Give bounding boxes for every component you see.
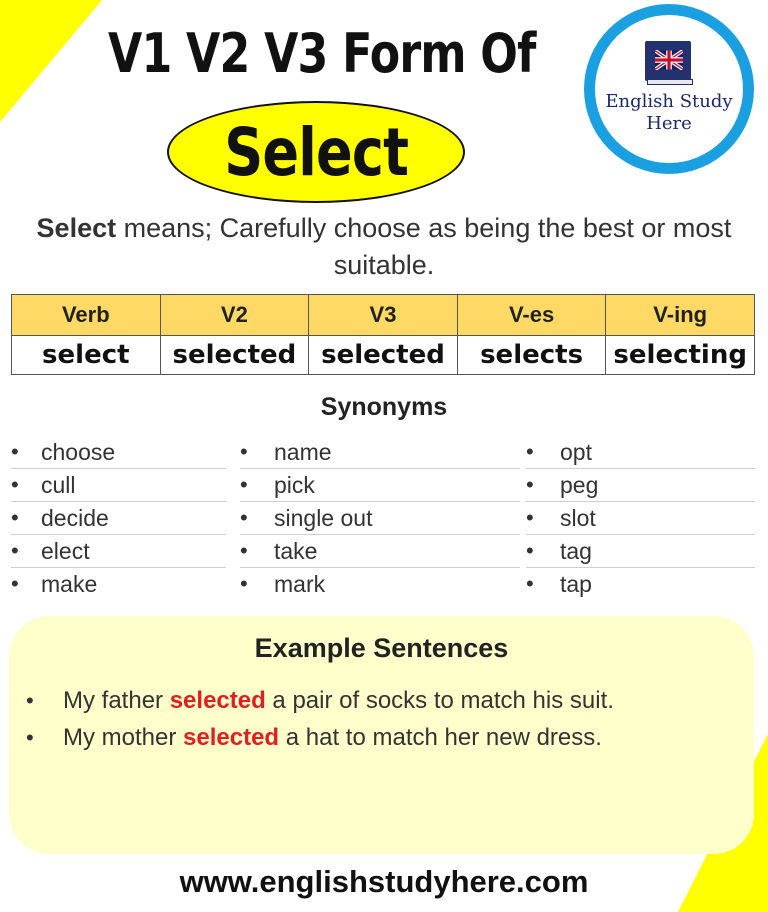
synonyms-title: Synonyms [320,393,448,421]
table-cell: selected [160,336,309,375]
list-item [11,469,226,502]
example-text [63,682,614,719]
list-item [526,436,755,469]
highlighted-word: selected [183,724,280,751]
synonym: make [41,571,98,597]
featured-word: Select [224,113,408,191]
site-logo [584,4,754,174]
table-header-cell: V3 [309,295,458,336]
table-cell: selected [309,336,458,375]
bullet-icon: • [26,688,34,713]
table-header-cell: Verb [12,295,161,336]
bullet-icon: • [11,472,19,497]
example-sentence [26,719,754,756]
synonym: single out [274,505,373,531]
logo-text [605,91,732,135]
list-item [240,502,520,535]
list-item [11,535,226,568]
synonym: pick [274,472,315,498]
table-header-cell: V2 [160,295,309,336]
bullet-icon: • [11,439,19,464]
table-row [12,336,755,375]
logo-text-line2: Here [646,113,692,134]
table-header-row [12,295,755,336]
list-item [11,568,226,600]
bullet-icon: • [11,505,19,530]
bullet-icon: • [11,538,19,563]
book-icon [641,41,697,87]
synonym: mark [274,571,326,597]
list-item [240,436,520,469]
synonym: elect [41,538,90,564]
example-sentences-box [9,616,754,854]
examples-title: Example Sentences [254,633,509,663]
logo-inner [595,15,743,163]
table-cell: select [12,336,161,375]
yellow-corner-decoration-top [0,0,102,122]
table-header-cell: V-es [457,295,606,336]
synonym: slot [560,505,596,531]
synonym: cull [41,472,76,498]
example-text [63,719,602,756]
bullet-icon: • [526,571,534,596]
list-item [526,502,755,535]
list-item [11,502,226,535]
bullet-icon: • [26,725,34,750]
list-item [240,535,520,568]
synonym: name [274,439,332,465]
page-title: V1 V2 V3 Form Of [108,22,536,85]
bullet-icon: • [240,571,248,596]
verb-forms-table [11,294,755,375]
definition [30,210,738,284]
list-item [526,568,755,600]
logo-text-line1: English Study [605,91,733,112]
bullet-icon: • [240,505,248,530]
example-text-end: a pair of socks to match his suit. [265,687,614,714]
definition-word: Select [36,213,117,243]
bullet-icon: • [240,472,248,497]
definition-text: means; Carefully choose as being the best or most suitable. [116,213,732,280]
list-item [240,568,520,600]
example-text-start: My father [63,687,170,714]
table-header-cell: V-ing [606,295,755,336]
bullet-icon: • [526,439,534,464]
synonym: peg [560,472,599,498]
bullet-icon: • [526,472,534,497]
example-text-end: a hat to match her new dress. [279,724,602,751]
list-item [240,469,520,502]
table-cell: selecting [606,336,755,375]
bullet-icon: • [240,538,248,563]
synonym: tag [560,538,592,564]
footer-url[interactable]: www.englishstudyhere.com [179,864,589,899]
word-oval [167,101,465,203]
uk-flag-icon [655,50,683,70]
bullet-icon: • [526,505,534,530]
example-sentence [26,682,754,719]
synonym: choose [41,439,116,465]
list-item [11,436,226,469]
synonym: opt [560,439,592,465]
synonym: take [274,538,318,564]
examples-list [9,682,754,756]
bullet-icon: • [526,538,534,563]
synonyms-column-2 [240,436,520,600]
bullet-icon: • [11,571,19,596]
synonym: decide [41,505,109,531]
bullet-icon: • [240,439,248,464]
synonym: tap [560,571,592,597]
synonyms-column-3 [526,436,755,600]
highlighted-word: selected [169,687,266,714]
synonyms-column-1 [11,436,226,600]
list-item [526,469,755,502]
table-cell: selects [457,336,606,375]
list-item [526,535,755,568]
example-text-start: My mother [63,724,184,751]
